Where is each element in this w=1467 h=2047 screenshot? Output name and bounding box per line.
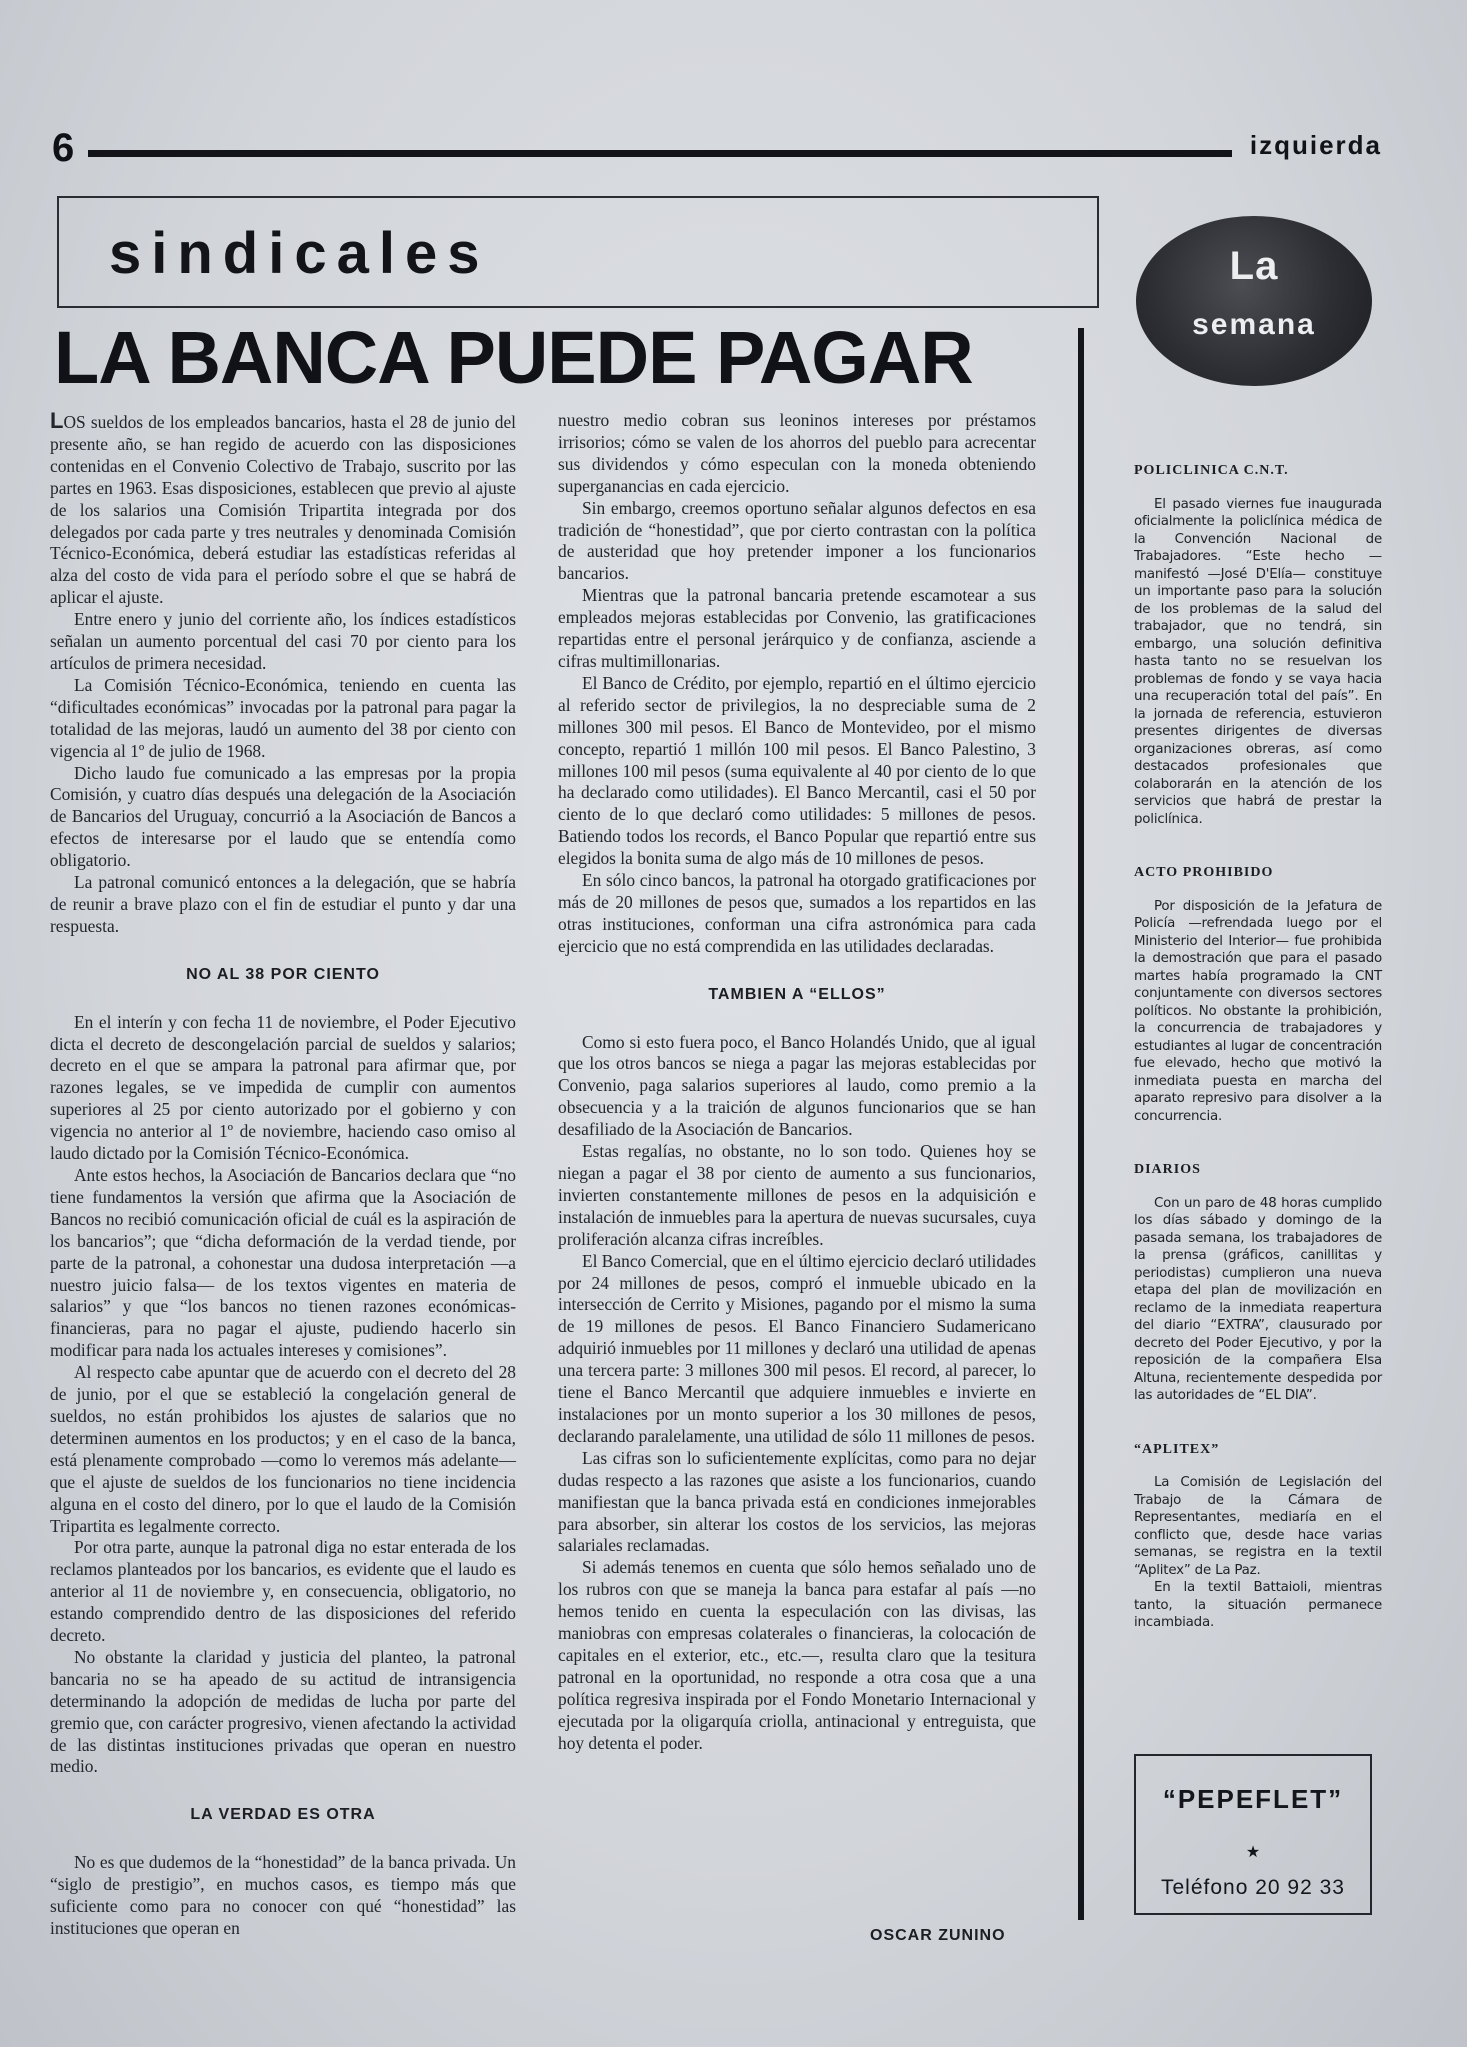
- news-item-text: La Comisión de Legislación del Trabajo de la Cámara de Representantes, mediaría en el conflicto que, desde hace varias semanas, se registra en la textil “Aplitex” de La Paz.: [1134, 1475, 1382, 1578]
- section-title: sindicales: [109, 221, 490, 286]
- section-title-box: [57, 196, 1099, 308]
- page-number: 6: [52, 126, 75, 170]
- ad-name: “PEPEFLET”: [1162, 1784, 1344, 1814]
- paragraph: Sin embargo, creemos oportuno señalar algunos defectos en esa tradición de “honestidad”, que por cierto contrastan con la política de austeridad que hoy pretender imponer a los funcionarios bancarios.: [558, 497, 1036, 584]
- advertisement-box: [1134, 1754, 1372, 1915]
- news-item-text: Por disposición de la Jefatura de Policía —refrendada luego por el Ministerio del Interior— fue prohibida la demostración que para el pasado martes había programado la CNT conjuntamente con diversos sectores políticos. No obstante la prohibición, la concurrencia de trabajadores y estudiantes al lugar de concentración fue elevado, hecho que motivó la inmediata puesta en marcha del aparato represivo para disolver a la concurrencia.: [1134, 898, 1382, 1124]
- news-item-title: POLICLINICA C.N.T.: [1134, 463, 1289, 478]
- paragraph: El Banco Comercial, que en el último ejercicio declaró utilidades por 24 millones de pesos, compró el inmueble ubicado en la intersección de Cerrito y Misiones, pagando por el mismo la suma de 19 millones de pesos. El Banco Financiero Sudamericano adquirió inmuebles por 11 millones y declaró una utilidad de apenas una tercera parte: 3 millones 300 mil pesos. El record, al parecer, lo tiene el Banco Mercantil que adquiere inmuebles e invierte en instalaciones por un monto superior a los 30 millones de pesos, declarando paralelamente, una utilidad de sólo 11 millones de pesos.: [558, 1250, 1036, 1446]
- drop-cap: L: [50, 408, 64, 433]
- paragraph: Mientras que la patronal bancaria pretende escamotear a sus empleados mejoras establecidas por Convenio, las gratificaciones repartidas entre el personal jerárquico y de confianza, asciende a cifras multimillonarias.: [558, 585, 1036, 671]
- paragraph-text: OS sueldos de los empleados bancarios, hasta el 28 de junio del presente año, se han regido de acuerdo con las disposiciones contenidas en el Convenio Colectivo de Trabajo, suscrito por las partes en 1963. Esas disposiciones, establecen que previo al ajuste de los salarios una Comisión Tripartita integrada por dos delegados por cada parte y tres neutrales y denominada Comisión Técnico-Económica, deberá estudiar las estadísticas referidas al alza del costo de vida para el período sobre el que se habrá de aplicar el ajuste.: [50, 412, 516, 608]
- headline: LA BANCA PUEDE PAGAR: [54, 316, 973, 399]
- paragraph: Ante estos hechos, la Asociación de Bancarios declara que “no tiene fundamentos la versión que afirma que la Asociación de Bancos no recibió comunicación oficial de cuál es la aspiración de los bancarios”; que “dicha deformación de la verdad tiende, por parte de la patronal, a cohonestar una dudosa interpretación —a nuestro juicio falsa— de los textos vigentes en materia de salarios” y que “los bancos no tienen razones económicas-financieras, para no pagar el ajuste, pudiendo hacerlo sin modificar para nada los actuales intereses y comisiones”.: [50, 1165, 516, 1361]
- sidebar-news: [1134, 462, 1382, 1668]
- column-divider: [1078, 328, 1084, 1920]
- paragraph: La Comisión Técnico-Económica, teniendo en cuenta las “dificultades económicas” invocadas por la patronal para pagar la totalidad de las mejoras, laudó un aumento del 38 por ciento con vigencia al 1º de julio de 1968.: [50, 674, 516, 761]
- news-item: [1134, 1161, 1382, 1405]
- paragraph: Estas regalías, no obstante, no lo son todo. Quienes hoy se niegan a pagar el 38 por ciento de aumento a sus funcionarios, invierten constantemente millones de pesos en la adquisición e instalación de inmuebles para la apertura de nuevas sucursales, cuya proliferación alcanza cifras increíbles.: [558, 1141, 1036, 1249]
- la-semana-badge: [1136, 216, 1372, 386]
- article-column-1: [50, 410, 516, 1940]
- article-column-2: [558, 410, 1036, 1754]
- subheading: NO AL 38 POR CIENTO: [186, 965, 380, 983]
- news-item-text: El pasado viernes fue inaugurada oficialmente la policlínica médica de la Convención Nacional de Trabajadores. “Este hecho —manifestó —José D'Elía— constituye un importante paso para la solución de los problemas de la salud del trabajador, que no tendrá, sin embargo, una solución definitiva hasta tanto no se resuelvan los problemas de fondo y se vaya hacia una recuperación total del país”. En la jornada de referencia, estuvieron presentes dirigentes de diversas organizaciones obreras, así como destacados profesionales que colaborarán en la atención de los servicios que habrá de prestar la policlínica.: [1134, 496, 1382, 827]
- star-icon: ★: [1245, 1844, 1261, 1861]
- ad-phone: Teléfono 20 92 33: [1161, 1876, 1345, 1899]
- page-header: [52, 128, 1382, 168]
- news-item: [1134, 462, 1382, 828]
- paragraph: nuestro medio cobran sus leoninos intereses por préstamos irrisorios; cómo se valen de los ahorros del pueblo para acrecentar sus dividendos y cómo especulan con la moneda obteniendo superganancias en cada ejercicio.: [558, 410, 1036, 496]
- subheading: TAMBIEN A “ELLOS”: [708, 985, 886, 1003]
- news-item-title: “APLITEX”: [1134, 1441, 1220, 1457]
- paragraph: En sólo cinco bancos, la patronal ha otorgado gratificaciones por más de 20 millones de pesos que, sumados a los repartidos en las otras instituciones, conforman una cifra astronómica para cada ejercicio que no está comprendida en las utilidades declaradas.: [558, 870, 1036, 956]
- paragraph: En el interín y con fecha 11 de noviembre, el Poder Ejecutivo dicta el decreto de descongelación parcial de sueldos y salarios; decreto en el que se ampara la patronal para afirmar que, por razones legales, se ve impedida de cumplir con aumentos superiores al 25 por ciento autorizado por el gobierno y con vigencia no anterior al 1º de noviembre, haciendo caso omiso al laudo dictado por la Comisión Técnico-Económica.: [50, 1011, 516, 1164]
- paragraph: Dicho laudo fue comunicado a las empresas por la propia Comisión, y cuatro días después una delegación de la Asociación de Bancarios del Uruguay, concurrió a la Asociación de Bancos a efectos de interesarse por el laudo que se entendía como obligatorio.: [50, 762, 516, 871]
- paragraph: La patronal comunicó entonces a la delegación, que se habría de reunir a brave plazo con el fin de estudiar el punto y dar una respuesta.: [50, 872, 516, 936]
- news-item: [1134, 1441, 1382, 1632]
- author-signature: OSCAR ZUNINO: [870, 1927, 1006, 1944]
- news-item: [1134, 864, 1382, 1125]
- badge-line-2: semana: [1192, 308, 1316, 341]
- paragraph: No es que dudemos de la “honestidad” de la banca privada. Un “siglo de prestigio”, en muchos casos, es tiempo más que suficiente como para no conocer con qué “honestidad” las instituciones que operan en: [50, 1852, 516, 1938]
- paragraph: Las cifras son lo suficientemente explícitas, como para no dejar dudas respecto a las razones que asiste a los funcionarios, cuando manifiestan que la banca privada está en condiciones inmejorables para absorber, sin alterar los costos de los servicios, las mejoras salariales reclamadas.: [558, 1447, 1036, 1556]
- header-rule: [88, 150, 1232, 157]
- badge-line-1: La: [1229, 244, 1279, 288]
- paragraph: Entre enero y junio del corriente año, los índices estadísticos señalan un aumento porcentual del casi 70 por ciento para los artículos de primera necesidad.: [50, 609, 516, 673]
- paragraph: Por otra parte, aunque la patronal diga no estar enterada de los reclamos planteados por los bancarios, es evidente que el laudo es anterior al 11 de noviembre y, en consecuencia, obligatorio, no estando comprendido dentro de las disposiciones del referido decreto.: [50, 1537, 516, 1646]
- paragraph: Al respecto cabe apuntar que de acuerdo con el decreto del 28 de junio, por el que se estableció la congelación general de sueldos, no están prohibidos los ajustes de salarios que no determinen aumentos en los productos; y en el caso de la banca, está plenamente comprobado —como lo veremos más adelante— que el ajuste de sueldos de los funcionarios no tiene incidencia alguna en el costo del dinero, por lo que el laudo de la Comisión Tripartita es legalmente correcto.: [50, 1362, 516, 1536]
- paragraph: El Banco de Crédito, por ejemplo, repartió en el último ejercicio al referido sector de privilegios, la no despreciable suma de 2 millones 300 mil pesos. El Banco de Montevideo, por el mismo concepto, repartió 1 millón 100 mil pesos. El Banco Palestino, 3 millones 100 mil pesos (suma equivalente al 40 por ciento de lo que ha declarado como utilidades). El Banco Mercantil, casi el 50 por ciento de lo que declaró como utilidades: 5 millones de pesos. Batiendo todos los records, el Banco Popular que repartió entre sus elegidos la bonita suma de algo más de 10 millones de pesos.: [558, 672, 1036, 869]
- subheading: LA VERDAD ES OTRA: [190, 1806, 376, 1824]
- news-item-text: Con un paro de 48 horas cumplido los días sábado y domingo de la pasada semana, los trabajadores de la prensa (gráficos, canillitas y periodistas) cumplieron una nueva etapa del plan de movilización en reclamo de la inmediata reapertura del diario “EXTRA”, clausurado por decreto del Poder Ejecutivo, y por la reposición de la compañera Elsa Altuna, recientemente despedida por las autoridades de “EL DIA”.: [1134, 1195, 1382, 1403]
- news-item-title: DIARIOS: [1134, 1162, 1201, 1177]
- publication-name: izquierda: [1249, 130, 1382, 160]
- paragraph: Si además tenemos en cuenta que sólo hemos señalado uno de los rubros con que se maneja la banca para estafar al país —no hemos tenido en cuenta la especulación con las divisas, las maniobras con empresas colaterales o financieras, la colocación de capitales en el exterior, etc., etc.—, resulta claro que la tesitura patronal en la oportunidad, no responde a otra cosa que a una política regresiva inspirada por el Fondo Monetario Internacional y ejecutada por la oligarquía criolla, antinacional y entreguista, que hoy detenta el poder.: [558, 1557, 1036, 1753]
- paragraph: [50, 410, 516, 609]
- news-item-text: En la textil Battaioli, mientras tanto, la situación permanece incambiada.: [1134, 1580, 1382, 1630]
- news-item-title: ACTO PROHIBIDO: [1134, 865, 1274, 880]
- paragraph: Como si esto fuera poco, el Banco Holandés Unido, que al igual que los otros bancos se niega a pagar las mejoras establecidas por Convenio, paga salarios superiores al laudo, como premio a la obsecuencia y a la traición de algunos funcionarios que se han desafiliado de la Asociación de Bancarios.: [558, 1031, 1036, 1140]
- paragraph: No obstante la claridad y justicia del planteo, la patronal bancaria no se ha apeado de su actitud de intransigencia determinando la adopción de medidas de lucha por parte del gremio que, con carácter progresivo, vienen afectando la actividad de las distintas instituciones privadas que operan en nuestro medio.: [50, 1646, 516, 1777]
